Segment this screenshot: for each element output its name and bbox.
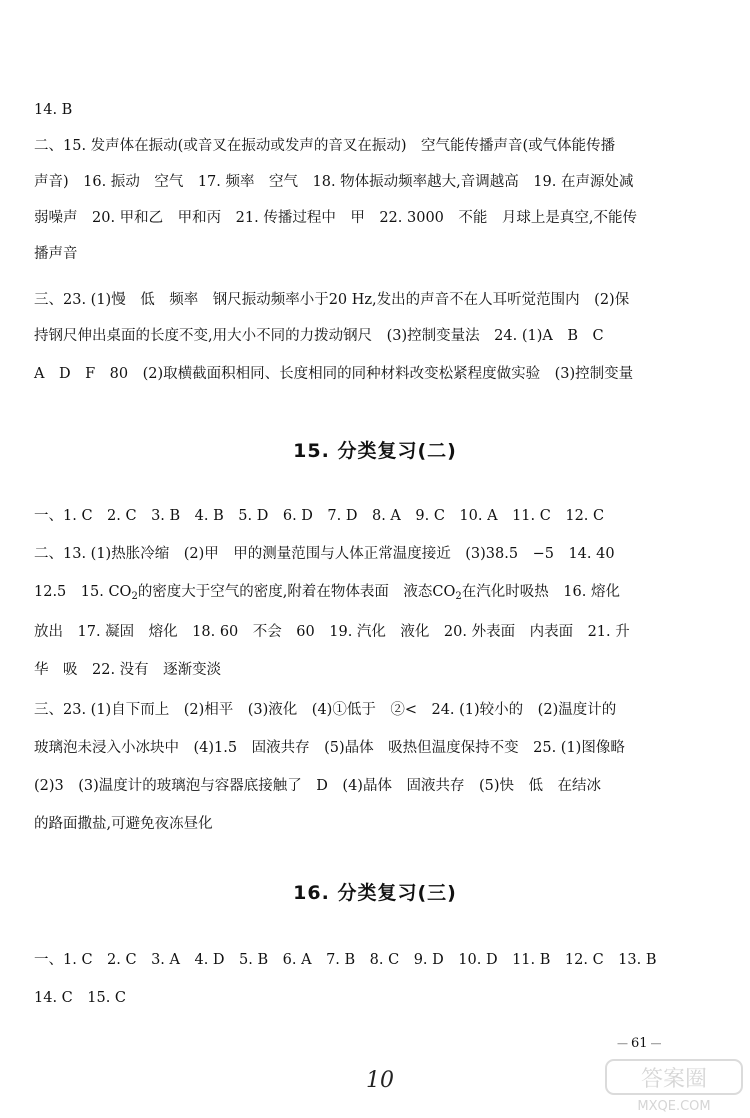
- answer-line: 二、15. 发声体在振动(或音叉在振动或发声的音叉在振动) 空气能传播声音(或气体能传播: [34, 138, 616, 154]
- watermark-cn: 答案圈: [640, 1067, 708, 1092]
- answer-line: 弱噪声 20. 甲和乙 甲和丙 21. 传播过程中 甲 22. 3000 不能 月球上是真空,不能传: [34, 210, 638, 226]
- watermark-en: MXQE.COM: [637, 1099, 711, 1114]
- answer-line: 华 吸 22. 没有 逐渐变淡: [34, 662, 222, 678]
- answer-text: 12.5 15. CO: [34, 584, 132, 600]
- answer-line: 三、23. (1)自下而上 (2)相平 (3)液化 (4)①低于 ②< 24. (1)较小的 (2)温度计的: [34, 702, 617, 718]
- page-number: — 61 —: [614, 1036, 665, 1051]
- subscript: 2: [455, 591, 462, 602]
- answer-line: 玻璃泡未浸入小冰块中 (4)1.5 固液共存 (5)晶体 吸热但温度保持不变 25. (1)图像略: [34, 740, 625, 756]
- answer-line: 持钢尺伸出桌面的长度不变,用大小不同的力拨动钢尺 (3)控制变量法 24. (1)A B C: [34, 328, 604, 344]
- answer-text: 的密度大于空气的密度,附着在物体表面 液态CO: [137, 584, 456, 600]
- answer-line: A D F 80 (2)取横截面积相同、长度相同的同种材料改变松紧程度做实验 (3)控制变量: [34, 366, 634, 382]
- handwritten-mark: 10: [366, 1068, 394, 1093]
- section-title: 16. 分类复习(三): [293, 882, 457, 904]
- answer-line: 三、23. (1)慢 低 频率 钢尺振动频率小于20 Hz,发出的声音不在人耳听觉范围内 (2)保: [34, 292, 630, 308]
- answer-line: 二、13. (1)热胀冷缩 (2)甲 甲的测量范围与人体正常温度接近 (3)38.5 −5 14. 40: [34, 546, 615, 562]
- section-title: 15. 分类复习(二): [293, 440, 457, 462]
- watermark-logo: [604, 1056, 744, 1114]
- subscript: 2: [131, 591, 138, 602]
- answer-line: 14. C 15. C: [34, 990, 127, 1006]
- answer-line: 放出 17. 凝固 熔化 18. 60 不会 60 19. 汽化 液化 20. 外表面 内表面 21. 升: [34, 624, 630, 640]
- answer-line: 14. B: [34, 102, 73, 118]
- answer-text: 在汽化时吸热 16. 熔化: [461, 584, 620, 600]
- answer-line: 一、1. C 2. C 3. A 4. D 5. B 6. A 7. B 8. C 9. D 10. D 11. B 12. C 13. B: [34, 952, 657, 968]
- answer-line: [34, 582, 716, 602]
- answer-line: 声音) 16. 振动 空气 17. 频率 空气 18. 物体振动频率越大,音调越高 19. 在声源处减: [34, 174, 634, 190]
- answer-line: 的路面撒盐,可避免夜冻昼化: [34, 816, 213, 832]
- answer-line: (2)3 (3)温度计的玻璃泡与容器底接触了 D (4)晶体 固液共存 (5)快 低 在结冰: [34, 778, 602, 794]
- answer-line: 一、1. C 2. C 3. B 4. B 5. D 6. D 7. D 8. A 9. C 10. A 11. C 12. C: [34, 508, 605, 524]
- answer-line: 播声音: [34, 246, 78, 262]
